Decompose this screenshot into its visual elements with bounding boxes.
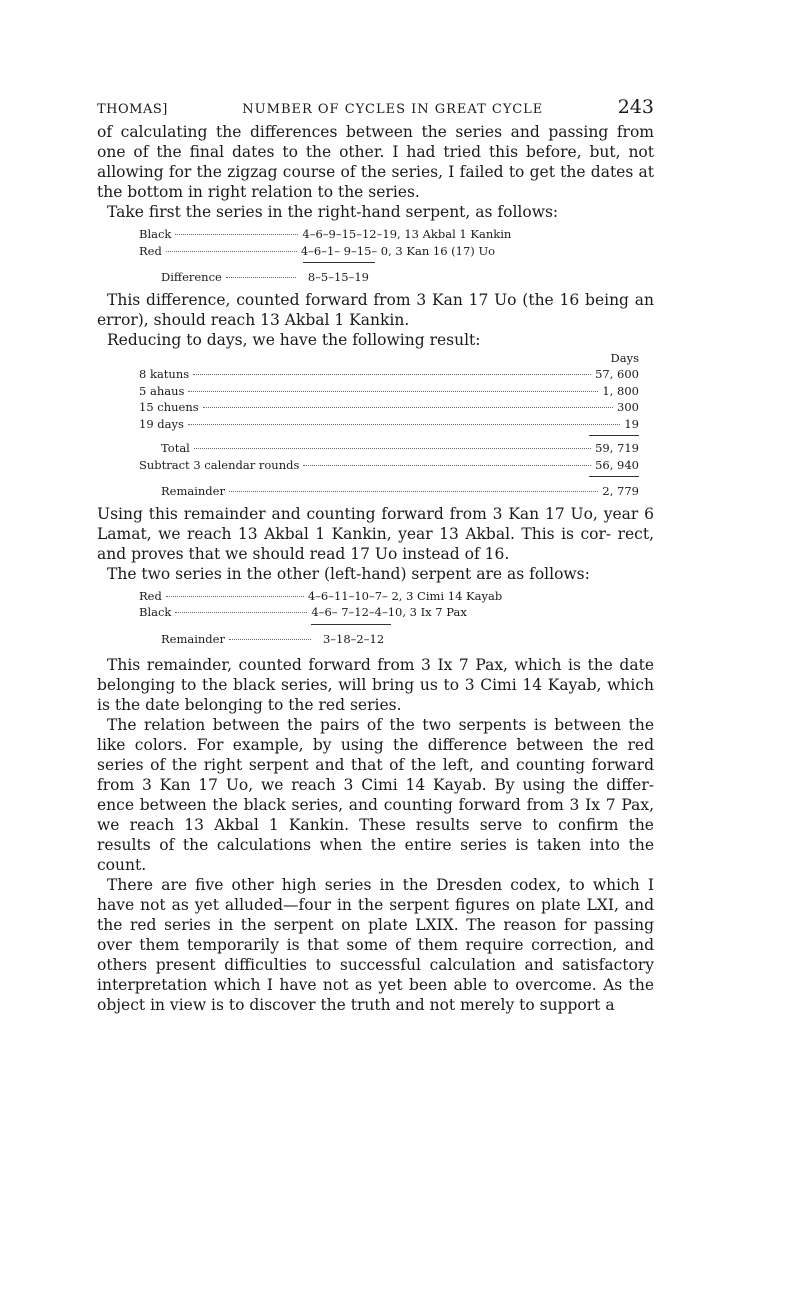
paragraph-1: of calculating the differences between the series and passing from one of the final dates to the other. I had tried this before, but, not allowing for the zigzag course of the series, I failed to get the dates at the bottom in right relation to the series.	[97, 123, 654, 201]
leader-dots	[175, 234, 298, 235]
paragraph-2: Take first the series in the right-hand serpent, as follows:	[107, 203, 559, 221]
paragraph-7: This remainder, counted forward from 3 Ix 7 Pax, which is the date belonging to the black series, will bring us to 3 Cimi 14 Kayab, which is the date belonging to the red series.	[97, 656, 654, 714]
leader-dots	[188, 424, 620, 425]
leader-dots	[303, 465, 591, 466]
row-value: 1, 800	[602, 383, 639, 398]
table-row	[139, 416, 639, 433]
leader-dots	[188, 391, 598, 392]
leader-dots	[229, 491, 598, 492]
remainder-row	[161, 631, 539, 648]
leader-dots	[166, 596, 304, 597]
row-value: 57, 600	[595, 367, 639, 381]
leader-dots	[193, 374, 591, 375]
remainder-label: Remainder	[161, 484, 225, 498]
row-label: 8 katuns	[139, 367, 190, 381]
leader-dots	[229, 639, 311, 640]
leader-dots	[175, 612, 307, 613]
paragraph-8: The relation between the pairs of the two serpents is between the like colors. For example, by using the difference between the red series of the right serpent and that of the left, and counting forward from 3 Kan 17 Uo, we reach 3 Cimi 14 Kayab. By using the differ- ence between the black series, and counting forward from 3 Ix 7 Pax, we reach 13 Akbal 1 Kankin. These results serve to confirm the results of the calculations when the entire series is taken into the count.	[97, 716, 654, 874]
table-row	[139, 588, 539, 605]
row-label: Black	[139, 605, 172, 619]
subtract-label: Subtract 3 calendar rounds	[139, 457, 300, 472]
difference-row	[161, 269, 519, 286]
paragraph-6: The two series in the other (left-hand) serpent are as follows:	[107, 564, 590, 583]
plate-reference: LXI	[586, 896, 614, 914]
paragraph-3: This difference, counted forward from 3 Kan 17 Uo (the 16 being an error), should reach 13 Akbal 1 Kankin.	[97, 290, 654, 329]
row-label: 19 days	[139, 416, 184, 431]
remainder-label: Remainder	[161, 631, 225, 646]
total-row	[139, 440, 639, 457]
table-days	[139, 350, 639, 500]
row-label: Red	[139, 588, 162, 603]
document-page	[97, 96, 654, 1015]
plate-reference: LXIX	[415, 916, 454, 934]
difference-value: 8–5–15–19	[307, 270, 369, 284]
difference-label: Difference	[161, 270, 222, 284]
remainder-value: 3–18–2–12	[322, 631, 385, 646]
sum-rule	[311, 624, 391, 625]
total-label: Total	[161, 441, 190, 455]
paragraph-5: Using this remainder and counting forward from 3 Kan 17 Uo, year 6 Lamat, we reach 13 Akbal 1 Kankin, year 13 Akbal. This is cor- rect, and proves that we should read 17 Uo instead of 16.	[97, 504, 654, 563]
text-span: . The reason for passing over them temporarily is that some of them require correction, and others present difficulties to successful calculation and satisfactory interpretation which I have not as yet been able to overcome. As the object in view is to discover the truth and not merely to support a	[97, 916, 654, 1014]
row-label: 5 ahaus	[139, 383, 185, 398]
row-value: 4–6–1– 9–15– 0, 3 Kan 16 (17) Uo	[300, 243, 496, 258]
table-row	[139, 383, 639, 400]
paragraph-4: Reducing to days, we have the following result:	[107, 330, 481, 349]
table-row	[139, 243, 519, 260]
remainder-row	[139, 483, 639, 500]
leader-dots	[226, 277, 296, 278]
row-value: 300	[617, 400, 639, 414]
row-label: Black	[139, 227, 172, 241]
text-span: , and the red series in the serpent on plate	[97, 896, 655, 934]
running-header	[97, 96, 654, 122]
total-value: 59, 719	[595, 441, 639, 455]
table-right-serpent	[139, 226, 519, 286]
remainder-value: 2, 779	[602, 484, 639, 498]
header-author: THOMAS]	[97, 102, 168, 117]
table-row	[139, 399, 639, 416]
row-label: 15 chuens	[139, 400, 199, 414]
text-span: There are five other high series in the Dresden codex, to which I have not as yet alluded—four in the serpent figures on plate	[97, 876, 654, 914]
leader-dots	[166, 251, 297, 252]
page-number: 243	[617, 96, 654, 118]
sum-rule	[589, 476, 639, 477]
leader-dots	[194, 448, 591, 449]
sum-rule	[303, 262, 375, 263]
sum-rule	[589, 435, 639, 436]
subtract-value: 56, 940	[595, 457, 639, 472]
header-title: NUMBER OF CYCLES IN GREAT CYCLE	[242, 102, 544, 117]
paragraph-9	[97, 875, 654, 1015]
days-column-header: Days	[610, 350, 639, 365]
leader-dots	[203, 407, 613, 408]
row-value: 4–6–11–10–7– 2, 3 Cimi 14 Kayab	[307, 588, 503, 603]
table-row	[139, 366, 639, 383]
subtract-row	[139, 457, 639, 474]
row-value: 19	[624, 416, 639, 431]
table-left-serpent	[139, 588, 539, 648]
row-value: 4–6–9–15–12–19, 13 Akbal 1 Kankin	[302, 227, 512, 241]
table-row	[139, 226, 519, 243]
row-value: 4–6– 7–12–4–10, 3 Ix 7 Pax	[311, 605, 467, 619]
table-row	[139, 604, 539, 621]
row-label: Red	[139, 243, 162, 258]
